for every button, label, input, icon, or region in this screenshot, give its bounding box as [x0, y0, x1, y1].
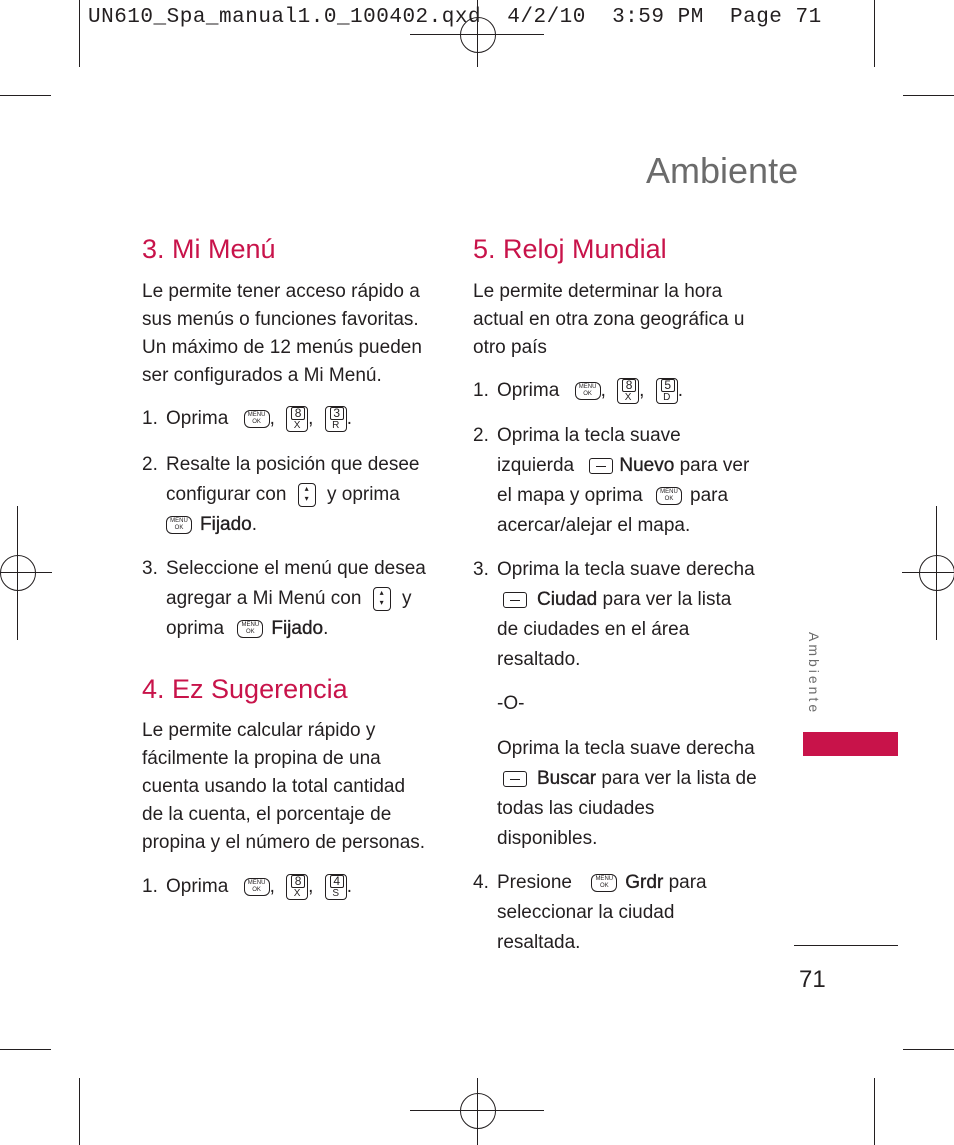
footer-rule	[794, 945, 898, 946]
section-title-reloj-mundial: 5. Reloj Mundial	[473, 234, 667, 264]
menu-ok-key-icon: MENU OK	[166, 516, 192, 534]
reloj-step-3: 3. Oprima la tecla suave derecha Ciudad para ver la lista de ciudades en el área resaltado.	[473, 559, 755, 670]
key-3-icon: 3 R	[325, 406, 347, 432]
reloj-step-1: 1. Oprima MENU OK , 8 X , 5 D .	[473, 377, 683, 403]
reloj-description: Le permite determinar la hora actual en otra zona geográfica u otro país	[473, 281, 745, 358]
side-section-label: Ambiente	[806, 632, 822, 716]
registration-mark	[919, 555, 954, 591]
section-title-mi-menu: 3. Mi Menú	[142, 234, 276, 264]
menu-ok-key-icon: MENU OK	[591, 874, 617, 892]
crop-mark	[0, 1049, 51, 1050]
menu-ok-key-icon: MENU OK	[656, 487, 682, 505]
page-title: Ambiente	[646, 150, 799, 191]
left-soft-key-icon	[589, 458, 613, 474]
nav-key-icon: ▴ ▾	[373, 587, 391, 611]
right-soft-key-icon	[503, 592, 527, 608]
key-8-icon: 8 X	[617, 378, 639, 404]
print-slug: UN610_Spa_manual1.0_100402.qxd 4/2/10 3:59 PM Page 71	[88, 6, 822, 29]
registration-mark	[460, 1093, 496, 1129]
menu-ok-key-icon: MENU OK	[244, 410, 270, 428]
reloj-step-4: 4. Presione MENU OK Grdr para seleccionar la ciudad resaltada.	[473, 872, 707, 953]
sugerencia-description: Le permite calcular rápido y fácilmente la propina de una cuenta usando la total cantidad de la cuenta, el porcentaje de propina y el número de personas.	[142, 720, 426, 853]
nav-key-icon: ▴ ▾	[298, 483, 316, 507]
section-title-ez-sugerencia: 4. Ez Sugerencia	[142, 674, 348, 704]
crop-mark	[0, 95, 51, 96]
side-section-tab	[803, 732, 898, 756]
reloj-step-2: 2. Oprima la tecla suave izquierda Nuevo para ver el mapa y oprima MENU OK para acercar/alejar el mapa.	[473, 425, 750, 536]
menu-ok-key-icon: MENU OK	[237, 620, 263, 638]
crop-mark	[874, 1078, 875, 1145]
menu-ok-key-icon: MENU OK	[575, 382, 601, 400]
crop-mark	[79, 0, 80, 67]
key-5-icon: 5 D	[656, 378, 678, 404]
mi-menu-step-3: 3. Seleccione el menú que desea agregar a Mi Menú con ▴ ▾ y oprima MENU OK Fijado.	[142, 558, 426, 639]
mi-menu-step-2: 2. Resalte la posición que desee configurar con ▴ ▾ y oprima MENU OK Fijado.	[142, 454, 420, 535]
crop-mark	[874, 0, 875, 67]
reloj-or-separator: -O-	[497, 693, 525, 714]
page-number: 71	[799, 966, 826, 993]
crop-mark	[79, 1078, 80, 1145]
mi-menu-description: Le permite tener acceso rápido a sus menús o funciones favoritas. Un máximo de 12 menús pueden ser configurados a Mi Menú.	[142, 281, 422, 386]
registration-mark	[0, 555, 36, 591]
menu-ok-key-icon: MENU OK	[244, 878, 270, 896]
crop-mark	[903, 1049, 954, 1050]
mi-menu-step-1: 1. Oprima MENU OK , 8 X , 3 R .	[142, 405, 352, 431]
key-8-icon: 8 X	[286, 406, 308, 432]
sugerencia-step-1: 1. Oprima MENU OK , 8 X , 4 S .	[142, 873, 352, 899]
right-soft-key-icon	[503, 771, 527, 787]
reloj-alternative: Oprima la tecla suave derecha Buscar para ver la lista de todas las ciudades disponibles.	[497, 738, 757, 849]
crop-mark	[903, 95, 954, 96]
key-8-icon: 8 X	[286, 874, 308, 900]
key-4-icon: 4 S	[325, 874, 347, 900]
